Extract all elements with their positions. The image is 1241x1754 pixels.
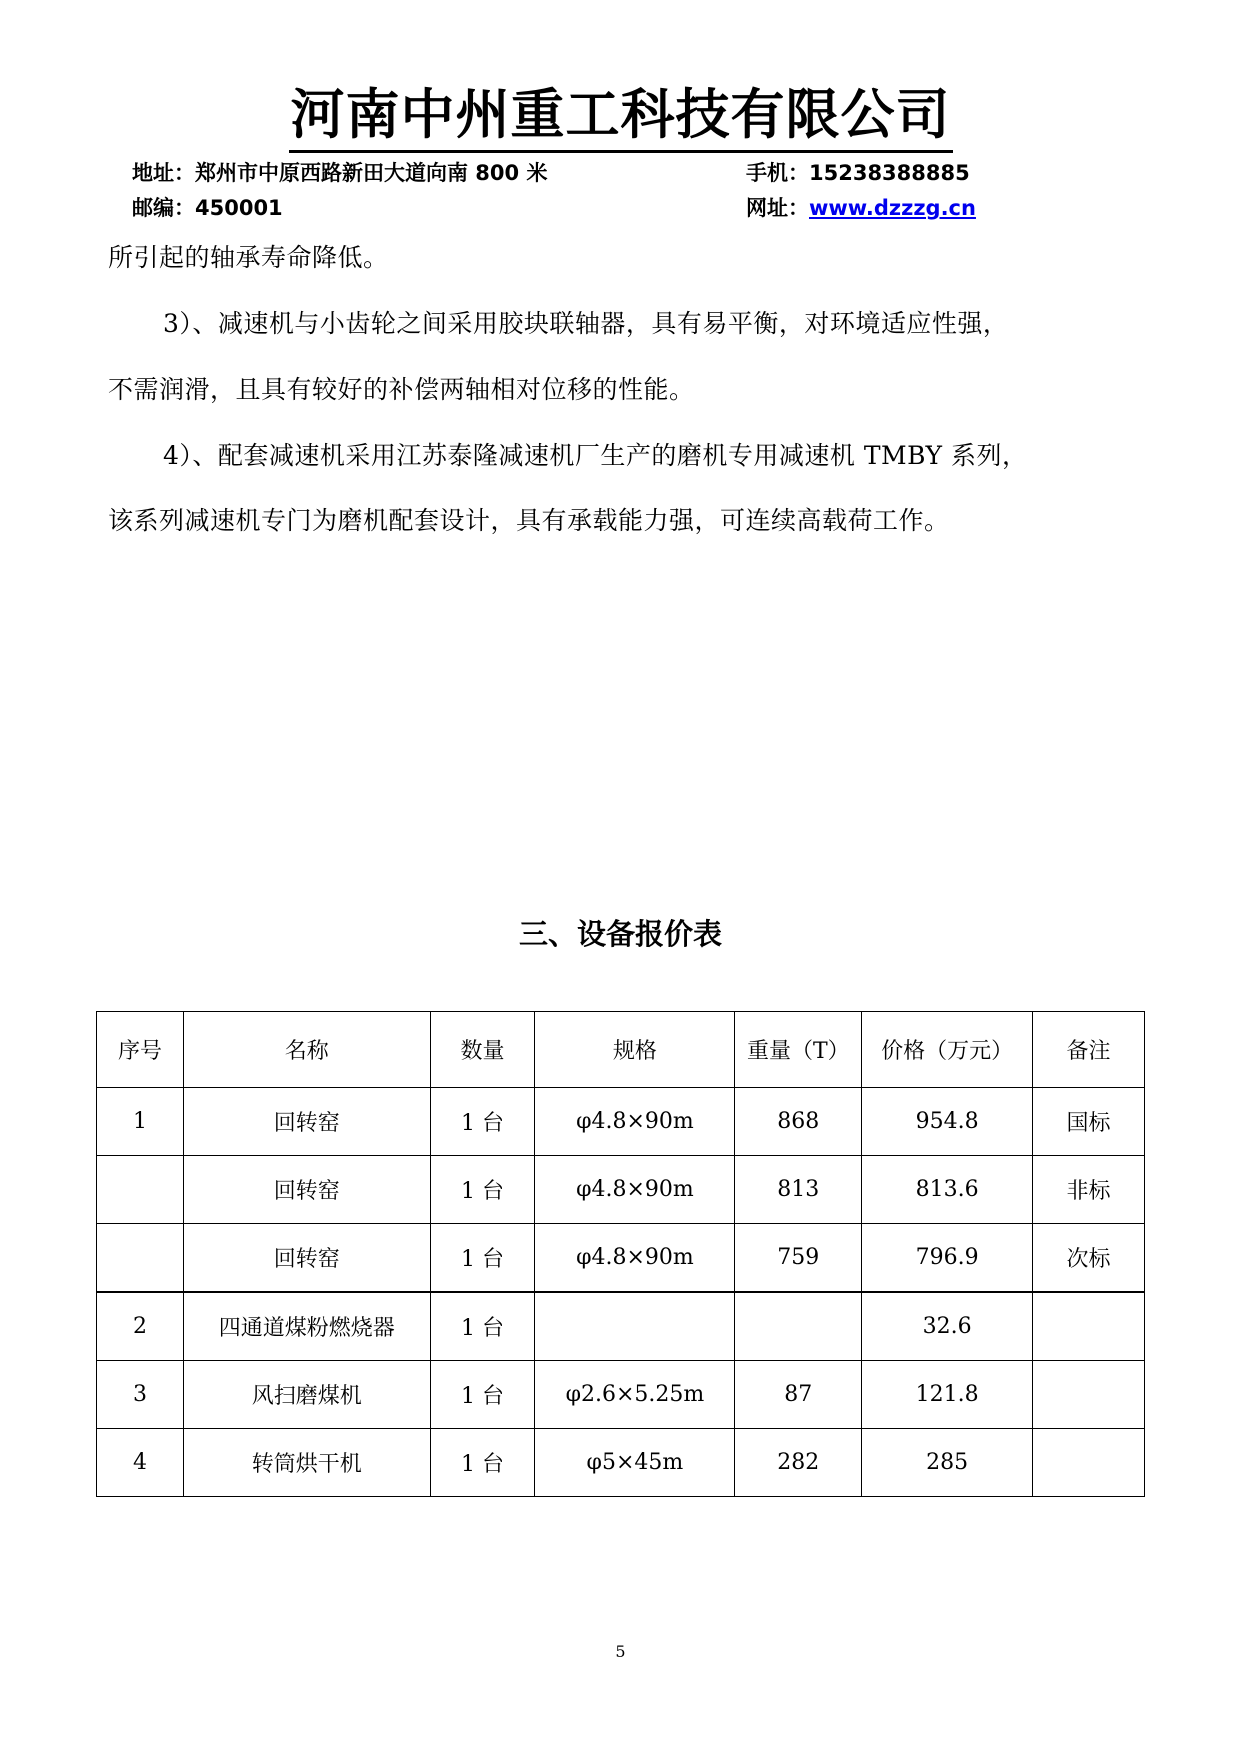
cell-name: 回转窑 bbox=[183, 1156, 430, 1224]
header-weight: 重量（T） bbox=[735, 1012, 862, 1088]
website bbox=[746, 198, 976, 219]
header-name: 名称 bbox=[183, 1012, 430, 1088]
cell-weight: 868 bbox=[735, 1088, 862, 1156]
header-quantity: 数量 bbox=[430, 1012, 535, 1088]
table-row bbox=[97, 1292, 1145, 1361]
cell-name: 回转窑 bbox=[183, 1088, 430, 1156]
cell-spec: φ5×45m bbox=[535, 1429, 735, 1497]
cell-weight: 87 bbox=[735, 1361, 862, 1429]
table-row bbox=[97, 1429, 1145, 1497]
cell-index: 1 bbox=[97, 1088, 184, 1156]
cell-index bbox=[97, 1224, 184, 1293]
cell-quantity: 1 台 bbox=[430, 1224, 535, 1293]
body-line-4: 4）、配套减速机采用江苏泰隆减速机厂生产的磨机专用减速机 TMBY 系列， bbox=[163, 441, 1028, 470]
cell-remark: 次标 bbox=[1033, 1224, 1145, 1293]
cell-remark bbox=[1033, 1292, 1145, 1361]
cell-quantity: 1 台 bbox=[430, 1292, 535, 1361]
header-remark: 备注 bbox=[1033, 1012, 1145, 1088]
cell-remark bbox=[1033, 1361, 1145, 1429]
cell-quantity: 1 台 bbox=[430, 1429, 535, 1497]
cell-price: 32.6 bbox=[862, 1292, 1033, 1361]
cell-name: 风扫磨煤机 bbox=[183, 1361, 430, 1429]
cell-name: 四通道煤粉燃烧器 bbox=[183, 1292, 430, 1361]
table-row bbox=[97, 1156, 1145, 1224]
body-line-3: 不需润滑，且具有较好的补偿两轴相对位移的性能。 bbox=[108, 375, 695, 404]
section-title: 三、设备报价表 bbox=[518, 917, 722, 951]
website-label: 网址： bbox=[746, 196, 809, 220]
website-link[interactable]: www.dzzzg.cn bbox=[809, 196, 976, 220]
cell-remark: 非标 bbox=[1033, 1156, 1145, 1224]
cell-name: 回转窑 bbox=[183, 1224, 430, 1293]
cell-index: 2 bbox=[97, 1292, 184, 1361]
cell-weight: 813 bbox=[735, 1156, 862, 1224]
header-price: 价格（万元） bbox=[862, 1012, 1033, 1088]
cell-spec: φ4.8×90m bbox=[535, 1224, 735, 1293]
cell-index bbox=[97, 1156, 184, 1224]
table-row bbox=[97, 1361, 1145, 1429]
page-number: 5 bbox=[615, 1642, 626, 1661]
company-name-text: 河南中州重工科技有限公司 bbox=[289, 83, 953, 153]
cell-spec: φ4.8×90m bbox=[535, 1156, 735, 1224]
cell-spec: φ2.6×5.25m bbox=[535, 1361, 735, 1429]
body-line-1: 所引起的轴承寿命降低。 bbox=[108, 243, 389, 272]
cell-price: 954.8 bbox=[862, 1088, 1033, 1156]
cell-quantity: 1 台 bbox=[430, 1088, 535, 1156]
cell-quantity: 1 台 bbox=[430, 1361, 535, 1429]
cell-weight: 282 bbox=[735, 1429, 862, 1497]
body-line-5: 该系列减速机专门为磨机配套设计，具有承载能力强，可连续高载荷工作。 bbox=[108, 506, 950, 535]
postcode: 邮编：450001 bbox=[132, 196, 283, 220]
cell-remark: 国标 bbox=[1033, 1088, 1145, 1156]
cell-price: 813.6 bbox=[862, 1156, 1033, 1224]
quote-table bbox=[96, 1011, 1145, 1497]
cell-index: 4 bbox=[97, 1429, 184, 1497]
cell-name: 转筒烘干机 bbox=[183, 1429, 430, 1497]
cell-price: 121.8 bbox=[862, 1361, 1033, 1429]
table-row bbox=[97, 1224, 1145, 1293]
cell-remark bbox=[1033, 1429, 1145, 1497]
company-name bbox=[0, 83, 1241, 146]
cell-weight: 759 bbox=[735, 1224, 862, 1293]
cell-index: 3 bbox=[97, 1361, 184, 1429]
address: 地址：郑州市中原西路新田大道向南 800 米 bbox=[132, 161, 548, 185]
cell-price: 285 bbox=[862, 1429, 1033, 1497]
cell-spec bbox=[535, 1292, 735, 1361]
header-spec: 规格 bbox=[535, 1012, 735, 1088]
phone: 手机：15238388885 bbox=[746, 161, 970, 185]
cell-spec: φ4.8×90m bbox=[535, 1088, 735, 1156]
cell-quantity: 1 台 bbox=[430, 1156, 535, 1224]
header-index: 序号 bbox=[97, 1012, 184, 1088]
body-line-2: 3）、减速机与小齿轮之间采用胶块联轴器，具有易平衡，对环境适应性强， bbox=[163, 309, 1009, 338]
table-row bbox=[97, 1088, 1145, 1156]
table-header-row bbox=[97, 1012, 1145, 1088]
cell-weight bbox=[735, 1292, 862, 1361]
cell-price: 796.9 bbox=[862, 1224, 1033, 1293]
